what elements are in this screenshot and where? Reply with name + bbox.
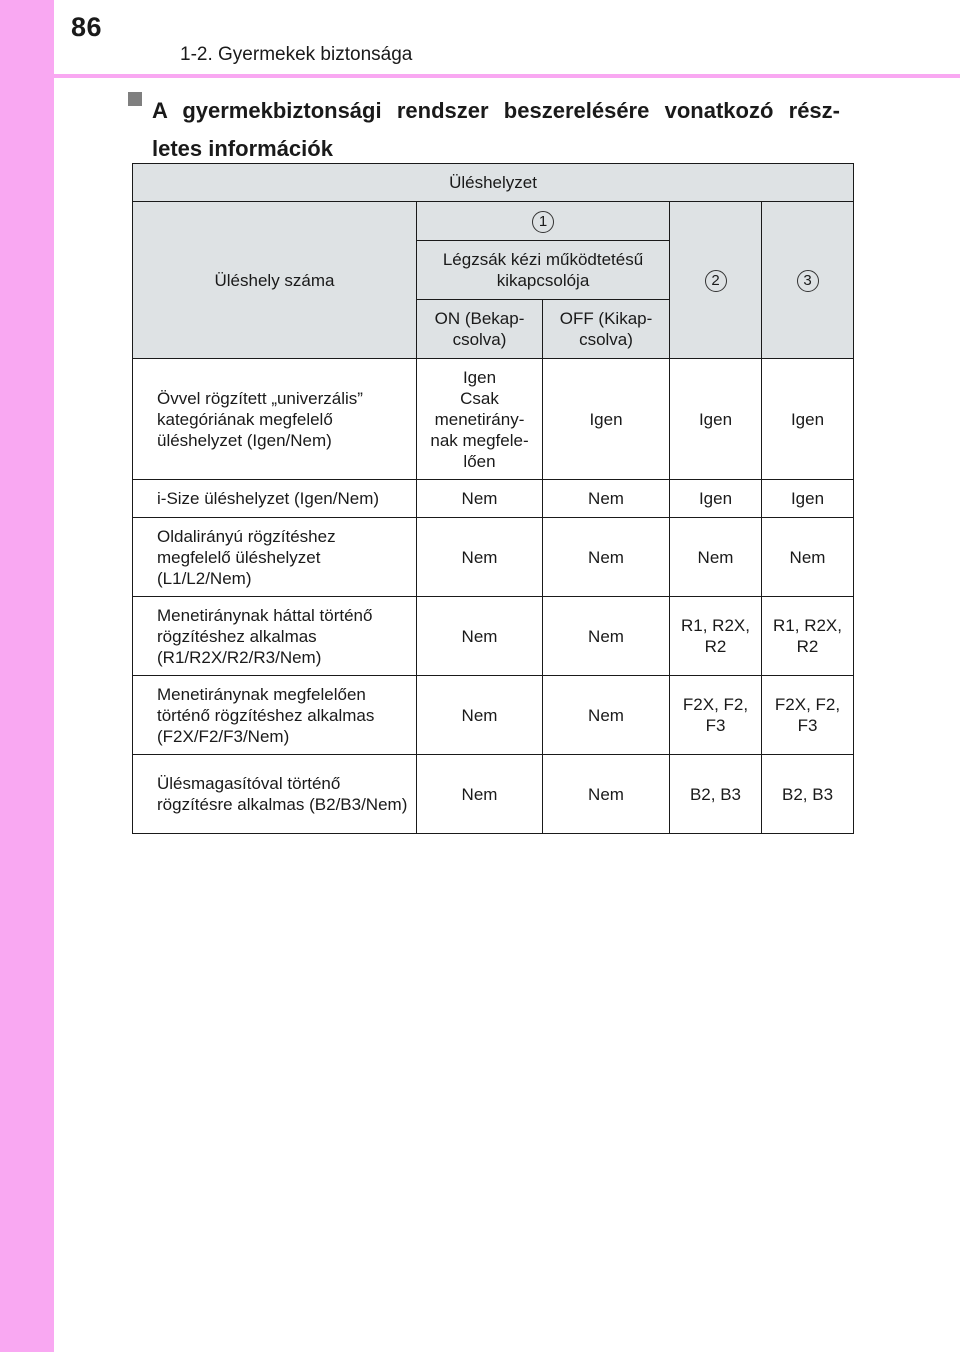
on-value-line2: Csak menetirány-nak megfele-lően: [430, 388, 529, 471]
off-value: Nem: [543, 597, 670, 676]
table-row: [133, 480, 854, 518]
seat-3-value: Igen: [762, 480, 854, 518]
seat-3-value: Igen: [762, 359, 854, 480]
row-label: Oldalirányú rögzítéshez megfelelő üléshelyzet (L1/L2/Nem): [133, 518, 417, 597]
on-value: [417, 359, 543, 480]
seat-3-value: R1, R2X, R2: [762, 597, 854, 676]
heading-line-1: A gyermekbiztonsági rendszer beszerelésére vonatkozó rész-: [152, 98, 840, 123]
table-row: [133, 676, 854, 755]
seat-2-value: F2X, F2, F3: [670, 676, 762, 755]
table-row: [133, 755, 854, 834]
seat-installation-table: [132, 163, 854, 834]
on-value: Nem: [417, 676, 543, 755]
header-rule: [54, 74, 960, 78]
off-value: Nem: [543, 518, 670, 597]
table-row: [133, 597, 854, 676]
on-header: ON (Bekap-csolva): [417, 300, 543, 359]
seat-3-value: Nem: [762, 518, 854, 597]
section-heading: [128, 92, 840, 168]
seat-1-header: [417, 202, 670, 241]
on-value: Nem: [417, 597, 543, 676]
seat-2-value: Igen: [670, 359, 762, 480]
seat-1-badge: 1: [532, 211, 554, 233]
section-title: 1-2. Gyermekek biztonsága: [180, 44, 413, 65]
on-value: Nem: [417, 755, 543, 834]
off-value: Nem: [543, 676, 670, 755]
row-label: i-Size üléshelyzet (Igen/Nem): [133, 480, 417, 518]
seat-number-label: Üléshely száma: [133, 202, 417, 359]
seat-2-value: R1, R2X, R2: [670, 597, 762, 676]
on-value-line1: Igen: [462, 367, 497, 387]
row-label: Ülésmagasítóval történő rögzítésre alkalmas (B2/B3/Nem): [133, 755, 417, 834]
on-value: Nem: [417, 518, 543, 597]
table-row: [133, 518, 854, 597]
on-value: Nem: [417, 480, 543, 518]
off-header: OFF (Kikap-csolva): [543, 300, 670, 359]
row-label: Menetiránynak megfelelően történő rögzítéshez alkalmas (F2X/F2/F3/Nem): [133, 676, 417, 755]
side-color-bar: [0, 0, 54, 1352]
seat-3-value: B2, B3: [762, 755, 854, 834]
table-title: Üléshelyzet: [133, 164, 854, 202]
seat-2-value: Igen: [670, 480, 762, 518]
off-value: Nem: [543, 480, 670, 518]
seat-2-header: [670, 202, 762, 359]
off-value: Nem: [543, 755, 670, 834]
seat-3-header: [762, 202, 854, 359]
seat-3-badge: 3: [797, 270, 819, 292]
table-row: [133, 359, 854, 480]
square-bullet-icon: [128, 92, 142, 106]
heading-line-2: letes információk: [152, 136, 333, 161]
seat-2-value: Nem: [670, 518, 762, 597]
seat-3-value: F2X, F2, F3: [762, 676, 854, 755]
page-number: 86: [71, 12, 103, 42]
seat-2-badge: 2: [705, 270, 727, 292]
row-label: Menetiránynak háttal történő rögzítéshez alkalmas (R1/R2X/R2/R3/Nem): [133, 597, 417, 676]
seat-2-value: B2, B3: [670, 755, 762, 834]
row-label: Övvel rögzített „univerzális” kategóriának megfelelő üléshelyzet (Igen/Nem): [133, 359, 417, 480]
off-value: Igen: [543, 359, 670, 480]
airbag-switch-header: Légzsák kézi működtetésű kikapcsolója: [417, 241, 670, 300]
